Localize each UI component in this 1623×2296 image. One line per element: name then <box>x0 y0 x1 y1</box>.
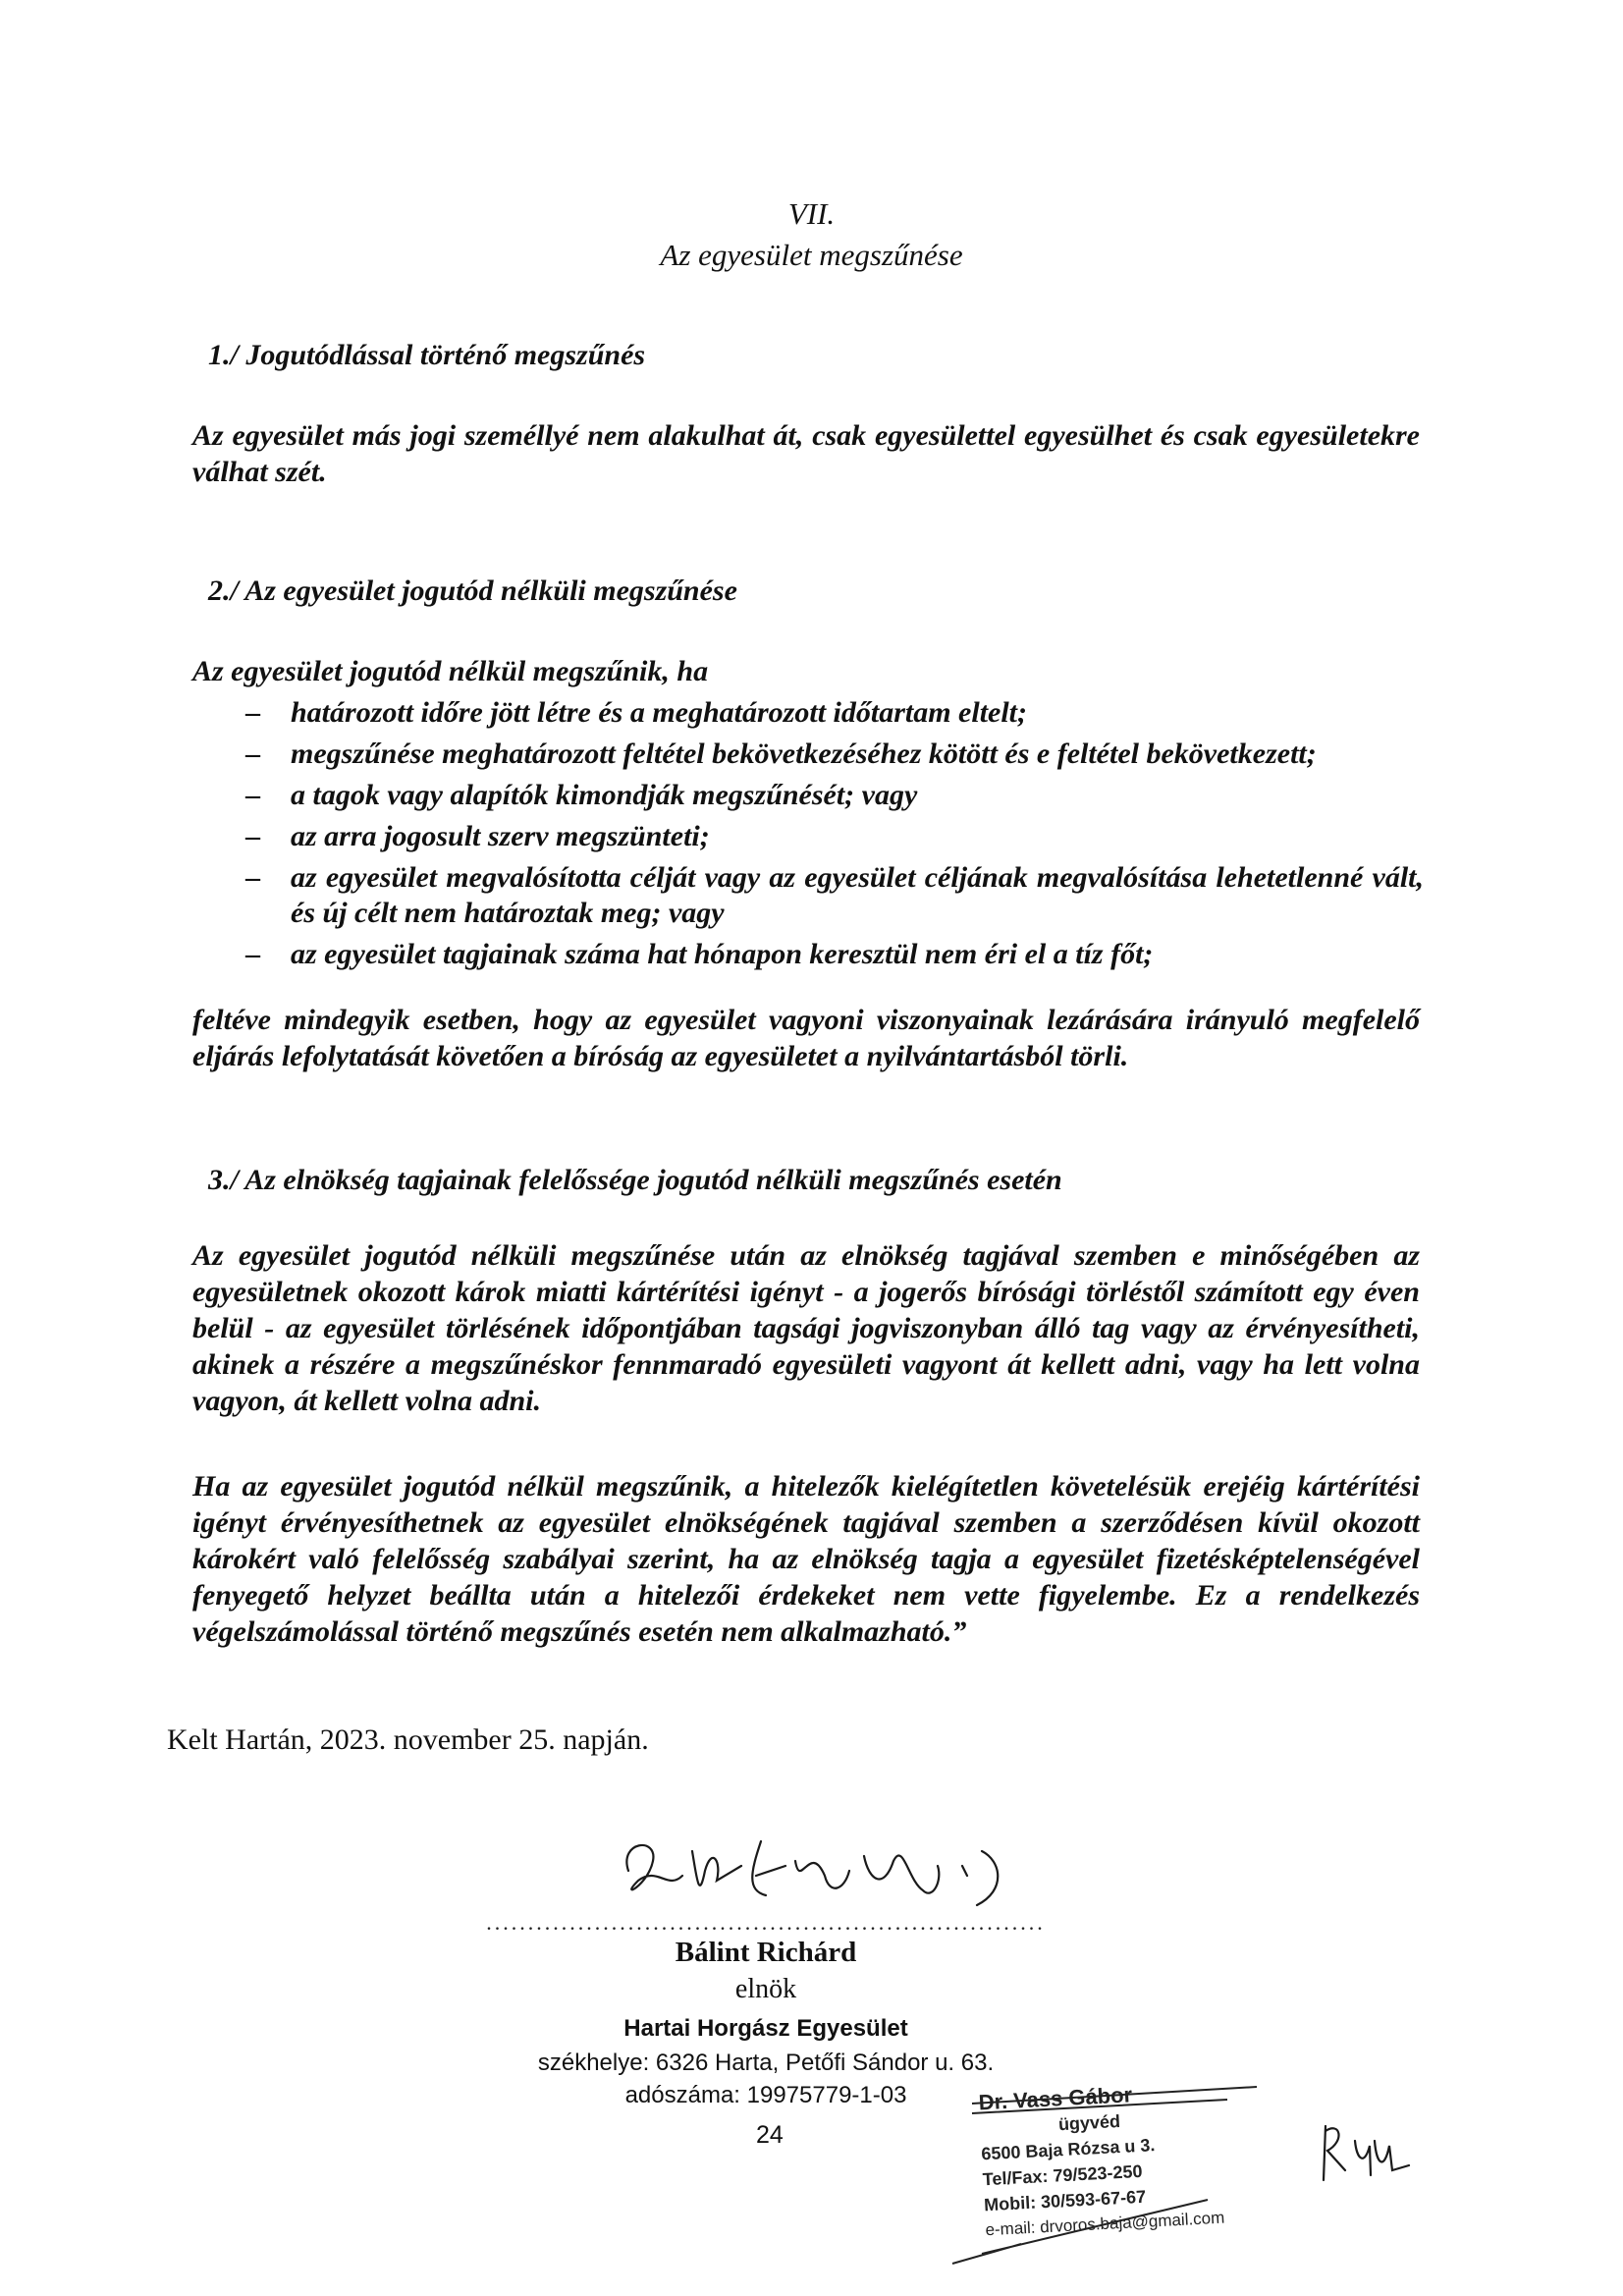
section1-text: Az egyesület más jogi személlyé nem alakulhat át, csak egyesülettel egyesülhet és csak egyesületekre válhat szét. <box>192 419 1420 488</box>
list-item: – az egyesület megvalósította célját vagy az egyesület céljának megvalósítása lehetetlenné vált, és új célt nem határoztak meg; vagy <box>245 861 1424 929</box>
chapter-title: Az egyesület megszűnése <box>660 238 963 272</box>
list-item: – az egyesület tagjainak száma hat hónapon keresztül nem éri el a tíz főt; <box>245 938 1154 970</box>
dash-bullet: – <box>245 738 260 770</box>
signature-dotted-line: ................................................................... <box>486 1910 1046 1935</box>
dash-bullet: – <box>245 696 260 729</box>
handwritten-initials <box>1316 2111 1414 2190</box>
dash-bullet: – <box>245 938 260 970</box>
organization-seat: székhelye: 6326 Harta, Petőfi Sándor u. 63. <box>537 2050 995 2076</box>
section2-closing: feltéve mindegyik esetben, hogy az egyesület vagyoni viszonyainak lezárására irányuló megfelelő eljárás lefolytatását követően a bíróság az egyesületet a nyilvántartásból törli. <box>192 1004 1420 1072</box>
section1-heading: 1./ Jogutódlással történő megszűnés <box>208 339 646 371</box>
dash-bullet: – <box>245 779 260 811</box>
section2-intro: Az egyesület jogutód nélkül megszűnik, ha <box>192 655 709 687</box>
section2-list <box>196 695 1424 978</box>
list-item: – határozott időre jött létre és a meghatározott időtartam eltelt; <box>245 696 1027 729</box>
section3-paragraph-2: Ha az egyesület jogutód nélkül megszűnik, a hitelezők kielégítetlen követelésük erejéig kártérítési igényt érvényesíthetnek az egyesület elnökségének tagjával szemben a szerződésen kívül okozott károkért való felelősség szabályai szerint, ha az elnökség tagja a egyesület fizetésképtelenségével fenyegető helyzet beállta után a hitelezői érdekeket nem vette figyelembe. Ez a rendelkezés végelszámolással történő megszűnés esetén nem alkalmazható.” <box>192 1470 1420 1648</box>
page-number: 24 <box>756 2121 784 2149</box>
signature <box>471 1822 1060 1920</box>
signatory-name: Bálint Richárd <box>675 1937 857 1968</box>
handwritten-signature <box>471 1822 1060 1920</box>
list-item: – megszűnése meghatározott feltétel bekövetkezéséhez kötött és e feltétel bekövetkezett; <box>245 738 1317 770</box>
section2-heading: 2./ Az egyesület jogutód nélküli megszűnése <box>208 574 737 607</box>
organization-tax-number: adószáma: 19975779-1-03 <box>624 2082 907 2108</box>
stamp-text: Dr. Vass Gábor ügyvéd 6500 Baja Rózsa u 3. Tel/Fax: 79/523-250 Mobil: 30/593-67-67 e-mail: drvoros.baja@gmail.com <box>978 2082 1225 2240</box>
section3-heading: 3./ Az elnökség tagjainak felelőssége jogutód nélküli megszűnés esetén <box>208 1164 1062 1196</box>
initials-strokes <box>1316 2111 1414 2190</box>
list-item: – az arra jogosult szerv megszünteti; <box>245 820 710 852</box>
signatory-role: elnök <box>734 1974 797 2004</box>
date-line: Kelt Hartán, 2023. november 25. napján. <box>167 1723 649 1756</box>
lawyer-stamp <box>913 2082 1267 2283</box>
section3-paragraph-1: Az egyesület jogutód nélküli megszűnése után az elnökség tagjával szemben e minőségében az egyesületnek okozott károk miatti kártérítési igényt - a jogerős bírósági törléstől számított egy éven belül - az egyesület törlésének időpontjában tagsági jogviszonyban álló tag vagy az érvényesítheti, akinek a részére a megszűnéskor fennmaradó egyesületi vagyont át kellett adni, vagy ha lett volna vagyon, át kellett volna adni. <box>192 1239 1420 1417</box>
dash-bullet: – <box>245 820 260 852</box>
organization-name: Hartai Horgász Egyesület <box>623 2015 908 2042</box>
dash-bullet: – <box>245 861 260 894</box>
list-item: – a tagok vagy alapítók kimondják megszűnését; vagy <box>245 779 918 811</box>
chapter-number: VII. <box>787 196 836 231</box>
